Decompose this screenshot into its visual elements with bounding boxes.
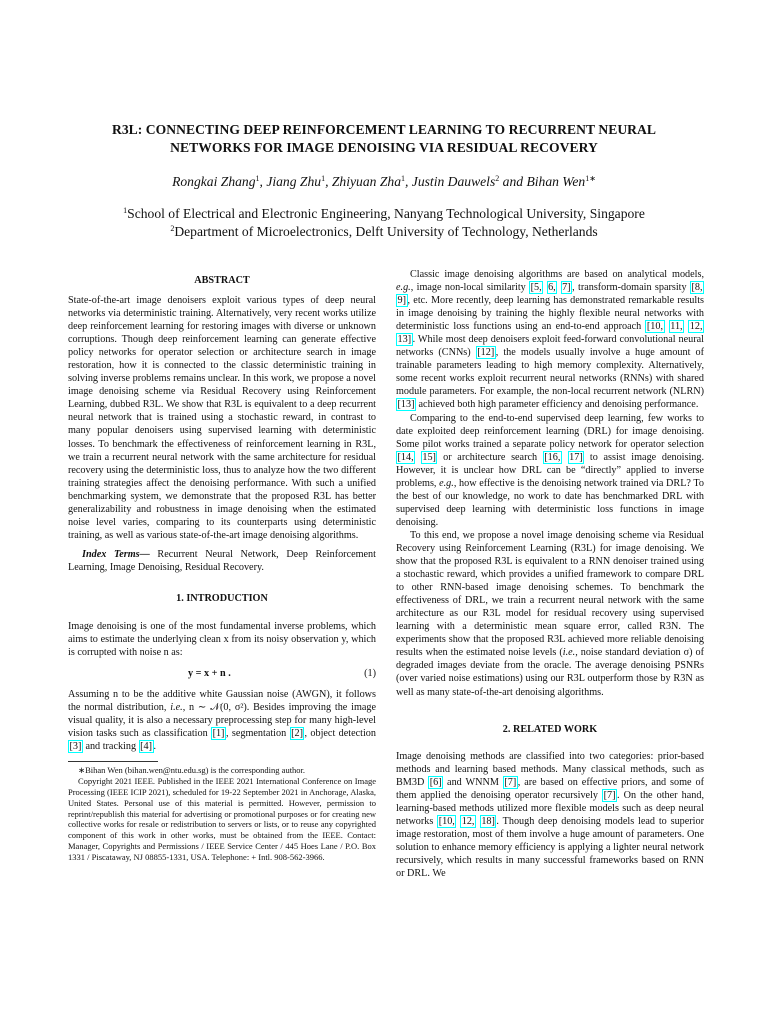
citation-link[interactable]: [12]: [477, 347, 495, 359]
text-run-italic: e.g.: [396, 282, 411, 294]
right-paragraph-3: [396, 529, 704, 699]
author-name: Justin Dauwels: [411, 174, 496, 189]
text-run: , segmentation: [225, 728, 290, 740]
author-list: [40, 173, 728, 190]
affiliation-2: [40, 223, 728, 241]
index-terms-text: Recurrent Neural Network, Deep Reinforcement Learning, Image Denoising, Residual Recovery.: [68, 548, 376, 573]
citation-link[interactable]: [3]: [69, 741, 82, 753]
citation-link[interactable]: 15]: [422, 451, 436, 463]
citation-link[interactable]: [10,: [646, 321, 664, 333]
citation-link[interactable]: 6,: [548, 282, 556, 294]
citation-link[interactable]: [14,: [397, 451, 414, 463]
right-column: [396, 268, 704, 880]
author-name: Rongkai Zhang: [172, 174, 256, 189]
author-mark: 1: [321, 174, 326, 183]
author-mark: 1: [255, 174, 260, 183]
footnote-copyright: Copyright 2021 IEEE. Published in the IEEE 2021 International Conference on Image Processing (IEEE ICIP 2021), scheduled for 19-22 September 2021 in Anchorage, Alaska, United States. Personal use of this material is permitted. However, permission to reprint/republish this material for advertising or promotional purposes or for creating new collective works for resale or redistribution to servers or lists, or to reuse any copyrighted component of this work in other works, must be obtained from the IEEE. Contact: Manager, Copyrights and Permissions / IEEE Service Center / 445 Hoes Lane / P.O. Box 1331 / Piscataway, NJ 08855-1331, USA. Telephone: + Intl. 908-562-3966.: [68, 776, 376, 862]
text-run: , etc. More recently, deep learning has demonstrated remarkable results in image denoising by training the highly flexible neural networks with deterministic loss functions using an end-to-end approach: [396, 295, 704, 333]
author-mark: 1∗: [585, 174, 596, 183]
text-run: , image non-local similarity: [410, 282, 530, 294]
footnote-corresponding-author: ∗Bihan Wen (bihan.wen@ntu.edu.sg) is the corresponding author.: [78, 765, 306, 776]
author-separator: ,: [325, 174, 332, 189]
left-column: [68, 268, 376, 863]
text-run: Image denoising methods are classified into two categories: prior-based methods and learning based methods. Many classical methods, such as BM3D: [396, 750, 704, 788]
citation-link[interactable]: [16,: [544, 451, 561, 463]
text-run: , are based on effective priors, and some of them applied the denoising operator recursively: [396, 776, 704, 801]
text-run: to assist image denoising. However, it is unclear how DRL can be “directly” applied to inverse problems,: [396, 451, 705, 489]
text-run-italic: e.g.: [439, 477, 454, 489]
title-line-1: R3L: CONNECTING DEEP REINFORCEMENT LEARNING TO RECURRENT NEURAL: [111, 122, 657, 137]
citation-link[interactable]: 9]: [397, 295, 406, 307]
citation-link[interactable]: 13]: [397, 334, 412, 346]
introduction-heading: 1. INTRODUCTION: [176, 592, 268, 604]
author-separator: ,: [405, 174, 412, 189]
text-run: , how effective is the denoising network trained via DRL? To the best of our knowledge, no work to date has benchmarked DRL with supervised deep learning with deterministic loss functions in image denoising.: [396, 477, 704, 528]
right-paragraph-2: [396, 412, 704, 529]
citation-link[interactable]: [7]: [504, 776, 517, 788]
citation-link[interactable]: [10,: [438, 815, 455, 827]
related-work-heading: 2. RELATED WORK: [502, 723, 598, 735]
affiliation-mark: 1: [123, 206, 128, 215]
equation-1: [68, 667, 376, 680]
author-name: Bihan Wen: [526, 174, 586, 189]
citation-link[interactable]: [8,: [691, 282, 703, 294]
citation-link[interactable]: [4]: [140, 741, 153, 753]
citation-link[interactable]: [2]: [291, 728, 303, 740]
citation-link[interactable]: 12,: [689, 321, 703, 333]
text-run: .: [153, 741, 157, 753]
paper-title: [60, 121, 708, 156]
citation-link[interactable]: 17]: [569, 451, 583, 463]
equation-number: (1): [364, 668, 376, 680]
footnote: [68, 765, 376, 862]
citation-link[interactable]: 7]: [562, 282, 571, 294]
text-run: . On the other hand, learning-based methods utilized more flexible models such as deep neural networks: [396, 789, 704, 827]
citation-link[interactable]: [6]: [429, 776, 442, 788]
citation-link[interactable]: [13]: [397, 399, 415, 411]
text-run: . Though deep denoising models lead to superior image restoration, most of them involve a huge amount of parameters. One solution to enhance memory efficiency is applying a lighter neural network recursively, which results in many successful frameworks based on RNN or DRL. We: [396, 815, 705, 879]
index-terms: [68, 548, 376, 574]
intro-paragraph-1: Image denoising is one of the most fundamental inverse problems, which aims to estimate the underlying clean x from its noisy observation y, which is corrupted with noise n as:: [68, 620, 376, 659]
affiliation-text: School of Electrical and Electronic Engineering, Nanyang Technological University, Singapore: [127, 206, 645, 221]
text-run: . While most deep denoisers exploit feed-forward convolutional neural networks (CNNs): [396, 334, 704, 359]
author-mark: 1: [401, 174, 405, 183]
citation-link[interactable]: [7]: [603, 789, 616, 801]
affiliations: [40, 205, 728, 241]
text-run: and WNNM: [443, 776, 503, 788]
abstract-text: State-of-the-art image denoisers exploit various types of deep neural networks via deterministic training. Alternatively, very recent works utilize deep reinforcement learning for restoring images with diverse or unknown corruptions. Though deep reinforcement learning can generate effective policy networks for operator selection or architecture search in image restoration, how it is connected to the classic deterministic training in solving inverse problems remains unclear. In this work, we propose a novel image denoising scheme via Residual Recovery using Reinforcement Learning, dubbed R3L. We show that R3L is equivalent to a deep recurrent neural network that is trained using a stochastic reward, in contrast to many popular denoisers using supervised learning with deterministic losses. To benchmark the effectiveness of reinforcement learning in R3L, we train a recurrent neural network with the same architecture for residual recovery using the deterministic loss, thus to analyze how the two different training strategies affect the denoising performance. With such a unified benchmarking system, we demonstrate that the proposed R3L has better generalizability and robustness in image denoising when the estimated noise level varies, comparing to its counterparts using deterministic training, as well as various state-of-the-art image denoising algorithms.: [68, 295, 376, 541]
text-run-italic: i.e.: [562, 647, 576, 659]
text-run-italic: i.e.: [170, 702, 183, 714]
affiliation-text: Department of Microelectronics, Delft University of Technology, Netherlands: [174, 224, 598, 239]
author-name: Zhiyuan Zha: [331, 174, 401, 189]
text-run: or architecture search: [437, 451, 543, 463]
text-run: Classic image denoising algorithms are based on analytical models,: [410, 269, 704, 280]
author-separator: ,: [259, 174, 267, 189]
text-run: To this end, we propose a novel image denoising scheme via Residual Recovery using Reinforcement Learning (R3L) for image denoising. We show that the proposed R3L is equivalent to a RNN denoiser trained using a stochastic reward, which provides a unified framework to compare DRL to other RNN-based image denoising schemes. To benchmark the effectiveness of DRL, we train a recurrent neural network with the same architecture as our R3L model for residual recovery using supervised learning with a deterministic mean square error, called R3N. The experiments show that the proposed R3L achieved more reliable denoising results when the estimated noise levels (: [396, 529, 704, 659]
text-run: , transform-domain sparsity: [572, 282, 690, 294]
author-name: Jiang Zhu: [266, 174, 322, 189]
title-line-2: NETWORKS FOR IMAGE DENOISING VIA RESIDUAL RECOVERY: [170, 139, 598, 155]
affiliation-mark: 2: [170, 224, 175, 233]
affiliation-1: [40, 205, 728, 223]
text-run: , the models usually involve a huge amount of trainable parameters leading to high memory complexity. Alternatively, some recent works exploit recurrent neural networks (RNNs) with shared module parameters. For example, the non-local recurrent network (NLRN): [396, 347, 704, 398]
citation-link[interactable]: 11,: [670, 321, 683, 333]
citation-link[interactable]: [1]: [212, 728, 225, 740]
text-run: and tracking: [82, 741, 139, 753]
citation-link[interactable]: [5,: [530, 282, 542, 294]
text-run: , n ∼ 𝒩(0, σ²). Besides improving the image visual quality, it is also a necessary preprocessing step for many high-level vision tasks such as classification: [68, 702, 377, 740]
text-run: , noise standard deviation σ) of degraded images deviate from the oracle. The average denoising PSNRs (over varied noise estimations) using our R3L outperform those by R3N as well as many state-of-the-art denoising algorithms.: [396, 647, 704, 698]
author-mark: 2: [495, 174, 500, 183]
citation-link[interactable]: 18]: [481, 815, 495, 827]
text-run: Assuming n to be the additive white Gaussian noise (AWGN), it follows the normal distribution,: [68, 689, 376, 714]
abstract-heading: ABSTRACT: [194, 275, 250, 286]
intro-paragraph-2: [68, 688, 376, 753]
equation-body: y = x + n .: [188, 668, 231, 680]
text-run: Comparing to the end-to-end supervised deep learning, few works to date exploited deep reinforcement learning (DRL) for image denoising. Some pilot works trained a separate policy network for operator selection: [396, 412, 704, 450]
related-work-paragraph: [396, 750, 704, 880]
author-separator: and: [499, 174, 527, 189]
text-run: , object detection: [304, 728, 376, 740]
index-terms-label: Index Terms—: [82, 548, 150, 560]
text-run: achieved both high parameter efficiency and denoising performance.: [415, 399, 699, 411]
right-paragraph-1: [396, 268, 704, 412]
citation-link[interactable]: 12,: [461, 815, 475, 827]
footnote-rule: [68, 761, 158, 762]
